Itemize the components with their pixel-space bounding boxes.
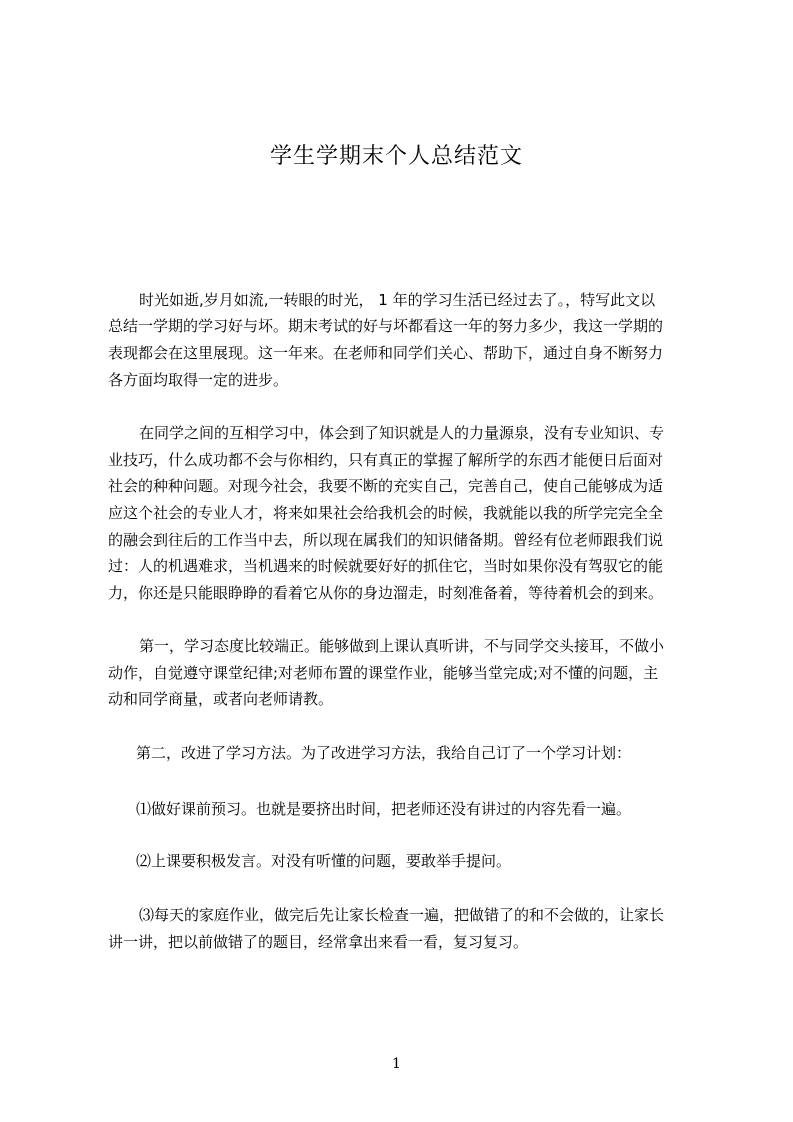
paragraph-3-line-3: 动和同学商量，或者向老师请教。 — [108, 690, 334, 708]
paragraph-2-line-5: 的融会到往后的工作当中去，所以现在属我们的知识储备期。曾经有位老师跟我们说 — [108, 531, 664, 549]
paragraph-1-line-3: 表现都会在这里展现。这一年来。在老师和同学们关心、帮助下，通过自身不断努力 — [108, 344, 664, 362]
paragraph-2-line-2: 业技巧，什么成功都不会与你相约，只有真正的掌握了解所学的东西才能便日后面对 — [108, 451, 664, 469]
paragraph-1-line-2: 总结一学期的学习好与坏。期末考试的好与坏都看这一年的努力多少，我这一学期的 — [108, 317, 664, 335]
page-number: 1 — [392, 1056, 401, 1072]
paragraph-2-line-4: 应这个社会的专业人才，将来如果社会给我机会的时候，我就能以我的所学完完全全 — [108, 504, 664, 522]
paragraph-2-line-7: 力，你还是只能眼睁睁的看着它从你的身边溜走，时刻准备着，等待着机会的到来。 — [108, 584, 664, 602]
paragraph-2-line-1: 在同学之间的互相学习中，体会到了知识就是人的力量源泉，没有专业知识、专 — [139, 424, 665, 442]
document-title: 学生学期末个人总结范文 — [269, 144, 523, 169]
paragraph-3-line-2: 动作，自觉遵守课堂纪律;对老师布置的课堂作业，能够当堂完成;对不懂的问题，主 — [108, 664, 659, 682]
paragraph-1-line-4: 各方面均取得一定的进步。 — [108, 371, 289, 389]
paragraph-1-line-1: 时光如逝,岁月如流,一转眼的时光， 1 年的学习生活已经过去了。，特写此文以 — [139, 291, 656, 309]
paragraph-4-line-1: 第二，改进了学习方法。为了改进学习方法，我给自己订了一个学习计划： — [136, 744, 632, 762]
paragraph-7-line-1: ⑶每天的家庭作业，做完后先让家长检查一遍，把做错了的和不会做的，让家长 — [139, 906, 665, 924]
paragraph-2-line-6: 过：人的机遇难求，当机遇来的时候就要好好的抓住它，当时如果你没有驾驭它的能 — [108, 557, 664, 575]
paragraph-5-line-1: ⑴做好课前预习。也就是要挤出时间，把老师还没有讲过的内容先看一遍。 — [136, 800, 632, 818]
paragraph-7-line-2: 讲一讲，把以前做错了的题目，经常拿出来看一看，复习复习。 — [108, 933, 529, 951]
paragraph-6-line-1: ⑵上课要积极发言。对没有听懂的问题，要敢举手提问。 — [136, 852, 512, 870]
paragraph-3-line-1: 第一，学习态度比较端正。能够做到上课认真听讲，不与同学交头接耳，不做小 — [139, 637, 665, 655]
paragraph-2-line-3: 社会的种种问题。对现今社会，我要不断的充实自己，完善自己，使自己能够成为适 — [108, 477, 664, 495]
